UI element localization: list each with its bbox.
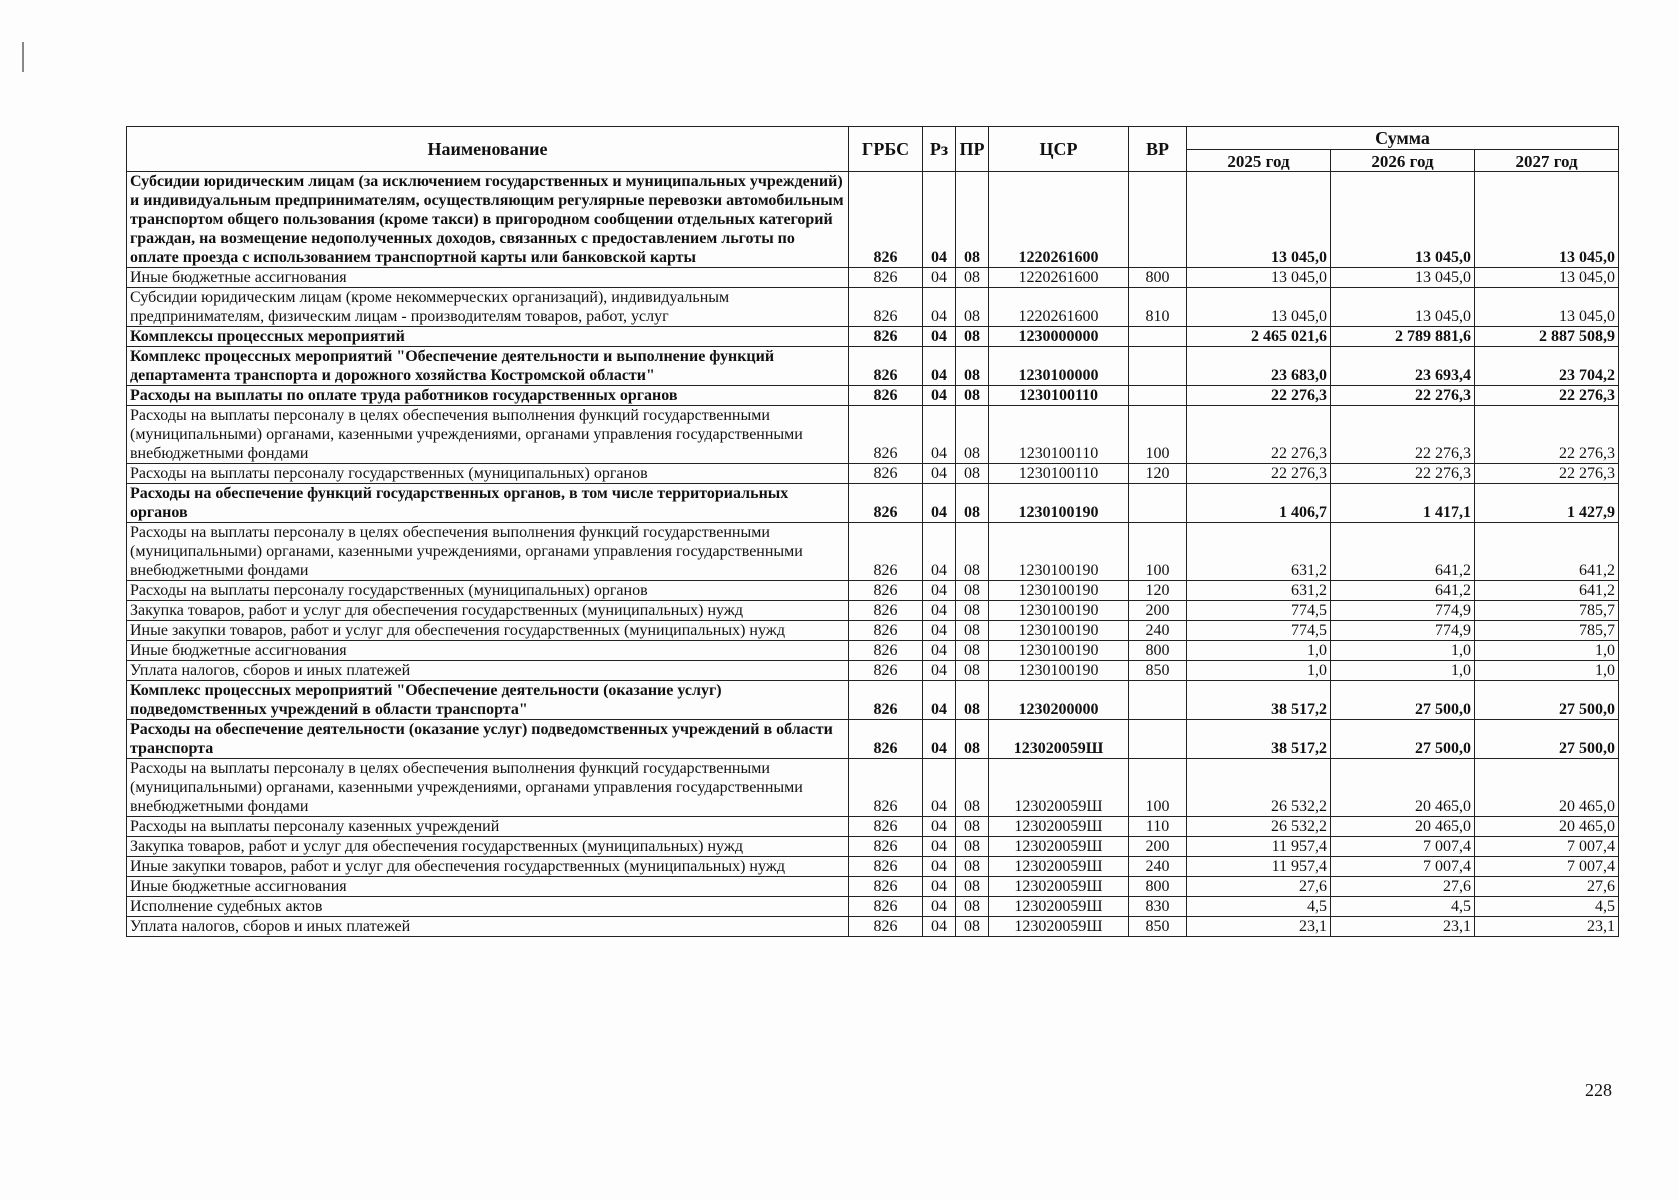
header-rz: Рз	[923, 127, 956, 172]
cell-grbs: 826	[849, 484, 923, 523]
cell-grbs: 826	[849, 621, 923, 641]
cell-name: Расходы на выплаты персоналу государственных (муниципальных) органов	[127, 581, 849, 601]
header-csr: ЦСР	[989, 127, 1129, 172]
table-row	[127, 172, 1619, 268]
cell-2025: 774,5	[1187, 621, 1331, 641]
cell-2026: 2 789 881,6	[1331, 327, 1475, 347]
table-row	[127, 759, 1619, 817]
cell-name: Закупка товаров, работ и услуг для обеспечения государственных (муниципальных) нужд	[127, 601, 849, 621]
table-row	[127, 347, 1619, 386]
cell-csr: 1230000000	[989, 327, 1129, 347]
cell-vr: 110	[1129, 817, 1187, 837]
cell-2026: 774,9	[1331, 601, 1475, 621]
cell-grbs: 826	[849, 581, 923, 601]
cell-2026: 27,6	[1331, 877, 1475, 897]
cell-2025: 11 957,4	[1187, 857, 1331, 877]
cell-rz: 04	[923, 327, 956, 347]
header-pr: ПР	[956, 127, 989, 172]
cell-csr: 1230100190	[989, 581, 1129, 601]
table-row	[127, 681, 1619, 720]
table-body	[127, 172, 1619, 937]
cell-vr: 800	[1129, 641, 1187, 661]
cell-vr: 100	[1129, 523, 1187, 581]
cell-2025: 1,0	[1187, 641, 1331, 661]
cell-vr: 800	[1129, 877, 1187, 897]
cell-pr: 08	[956, 720, 989, 759]
table-row	[127, 661, 1619, 681]
cell-2025: 4,5	[1187, 897, 1331, 917]
cell-grbs: 826	[849, 347, 923, 386]
cell-2025: 22 276,3	[1187, 406, 1331, 464]
cell-rz: 04	[923, 720, 956, 759]
cell-rz: 04	[923, 837, 956, 857]
cell-grbs: 826	[849, 817, 923, 837]
cell-pr: 08	[956, 601, 989, 621]
cell-rz: 04	[923, 817, 956, 837]
table-row	[127, 523, 1619, 581]
table-row	[127, 641, 1619, 661]
table-row	[127, 484, 1619, 523]
cell-vr: 240	[1129, 621, 1187, 641]
cell-grbs: 826	[849, 523, 923, 581]
cell-2026: 23,1	[1331, 917, 1475, 937]
cell-grbs: 826	[849, 917, 923, 937]
cell-vr: 850	[1129, 917, 1187, 937]
cell-2027: 20 465,0	[1475, 817, 1619, 837]
cell-2027: 13 045,0	[1475, 268, 1619, 288]
cell-vr	[1129, 386, 1187, 406]
cell-2026: 20 465,0	[1331, 817, 1475, 837]
cell-vr: 810	[1129, 288, 1187, 327]
cell-2027: 27 500,0	[1475, 720, 1619, 759]
cell-name: Комплексы процессных мероприятий	[127, 327, 849, 347]
cell-rz: 04	[923, 661, 956, 681]
cell-csr: 1230100190	[989, 621, 1129, 641]
cell-2025: 27,6	[1187, 877, 1331, 897]
cell-pr: 08	[956, 464, 989, 484]
cell-name: Расходы на обеспечение деятельности (оказание услуг) подведомственных учреждений в области транспорта	[127, 720, 849, 759]
cell-2026: 23 693,4	[1331, 347, 1475, 386]
cell-grbs: 826	[849, 641, 923, 661]
cell-2026: 27 500,0	[1331, 720, 1475, 759]
cell-name: Субсидии юридическим лицам (за исключением государственных и муниципальных учреждений) и индивидуальным предпринимателям, осуществляющим регулярные перевозки автомобильным транспортом общего пользования (кроме такси) в пригородном сообщении отдельных категорий граждан, на возмещение недополученных доходов, связанных с предоставлением льготы по оплате проезда с использованием транспортной карты или банковской карты	[127, 172, 849, 268]
cell-grbs: 826	[849, 268, 923, 288]
cell-2025: 2 465 021,6	[1187, 327, 1331, 347]
cell-2026: 27 500,0	[1331, 681, 1475, 720]
cell-rz: 04	[923, 759, 956, 817]
cell-2027: 7 007,4	[1475, 837, 1619, 857]
cell-csr: 1230100190	[989, 641, 1129, 661]
cell-csr: 1230100190	[989, 523, 1129, 581]
header-2027: 2027 год	[1475, 150, 1619, 172]
cell-rz: 04	[923, 641, 956, 661]
cell-2025: 631,2	[1187, 581, 1331, 601]
cell-2026: 13 045,0	[1331, 288, 1475, 327]
cell-grbs: 826	[849, 681, 923, 720]
cell-2025: 13 045,0	[1187, 172, 1331, 268]
cell-grbs: 826	[849, 877, 923, 897]
cell-2025: 11 957,4	[1187, 837, 1331, 857]
cell-pr: 08	[956, 817, 989, 837]
cell-name: Уплата налогов, сборов и иных платежей	[127, 661, 849, 681]
cell-2027: 2 887 508,9	[1475, 327, 1619, 347]
header-2026: 2026 год	[1331, 150, 1475, 172]
cell-vr: 120	[1129, 464, 1187, 484]
cell-rz: 04	[923, 288, 956, 327]
table-row	[127, 386, 1619, 406]
cell-rz: 04	[923, 581, 956, 601]
cell-name: Комплекс процессных мероприятий "Обеспечение деятельности и выполнение функций департамента транспорта и дорожного хозяйства Костромской области"	[127, 347, 849, 386]
cell-grbs: 826	[849, 857, 923, 877]
cell-rz: 04	[923, 621, 956, 641]
cell-vr	[1129, 484, 1187, 523]
cell-name: Расходы на выплаты персоналу государственных (муниципальных) органов	[127, 464, 849, 484]
cell-name: Уплата налогов, сборов и иных платежей	[127, 917, 849, 937]
cell-2027: 23,1	[1475, 917, 1619, 937]
cell-rz: 04	[923, 172, 956, 268]
cell-csr: 1230100110	[989, 464, 1129, 484]
cell-grbs: 826	[849, 661, 923, 681]
cell-2026: 22 276,3	[1331, 406, 1475, 464]
table-row	[127, 621, 1619, 641]
cell-rz: 04	[923, 877, 956, 897]
table-row	[127, 406, 1619, 464]
cell-grbs: 826	[849, 759, 923, 817]
table-row	[127, 288, 1619, 327]
scan-artifact	[22, 42, 24, 72]
header-2025: 2025 год	[1187, 150, 1331, 172]
cell-pr: 08	[956, 621, 989, 641]
cell-csr: 123020059Ш	[989, 837, 1129, 857]
cell-csr: 1230100190	[989, 484, 1129, 523]
cell-pr: 08	[956, 523, 989, 581]
cell-pr: 08	[956, 172, 989, 268]
cell-2027: 4,5	[1475, 897, 1619, 917]
cell-vr	[1129, 327, 1187, 347]
table-row	[127, 877, 1619, 897]
cell-rz: 04	[923, 464, 956, 484]
cell-pr: 08	[956, 837, 989, 857]
cell-grbs: 826	[849, 464, 923, 484]
cell-name: Расходы на выплаты персоналу в целях обеспечения выполнения функций государственными (муниципальными) органами, казенными учреждениями, органами управления государственными внебюджетными фондами	[127, 523, 849, 581]
cell-2025: 38 517,2	[1187, 681, 1331, 720]
cell-name: Закупка товаров, работ и услуг для обеспечения государственных (муниципальных) нужд	[127, 837, 849, 857]
cell-2027: 7 007,4	[1475, 857, 1619, 877]
table-row	[127, 917, 1619, 937]
cell-rz: 04	[923, 857, 956, 877]
cell-2025: 13 045,0	[1187, 268, 1331, 288]
table-row	[127, 897, 1619, 917]
cell-name: Расходы на обеспечение функций государственных органов, в том числе территориальных органов	[127, 484, 849, 523]
cell-name: Расходы на выплаты персоналу в целях обеспечения выполнения функций государственными (муниципальными) органами, казенными учреждениями, органами управления государственными внебюджетными фондами	[127, 406, 849, 464]
cell-2026: 4,5	[1331, 897, 1475, 917]
cell-csr: 1230100190	[989, 601, 1129, 621]
cell-2026: 13 045,0	[1331, 268, 1475, 288]
cell-pr: 08	[956, 484, 989, 523]
cell-rz: 04	[923, 523, 956, 581]
cell-rz: 04	[923, 386, 956, 406]
cell-name: Расходы на выплаты по оплате труда работников государственных органов	[127, 386, 849, 406]
cell-2025: 23 683,0	[1187, 347, 1331, 386]
cell-2027: 22 276,3	[1475, 406, 1619, 464]
cell-vr: 120	[1129, 581, 1187, 601]
cell-pr: 08	[956, 661, 989, 681]
cell-rz: 04	[923, 347, 956, 386]
cell-2026: 22 276,3	[1331, 386, 1475, 406]
cell-grbs: 826	[849, 386, 923, 406]
cell-rz: 04	[923, 601, 956, 621]
table-row	[127, 581, 1619, 601]
cell-vr: 100	[1129, 759, 1187, 817]
cell-csr: 1230100110	[989, 386, 1129, 406]
cell-2025: 1,0	[1187, 661, 1331, 681]
cell-2027: 22 276,3	[1475, 464, 1619, 484]
cell-grbs: 826	[849, 897, 923, 917]
cell-pr: 08	[956, 406, 989, 464]
cell-2026: 641,2	[1331, 523, 1475, 581]
cell-vr: 800	[1129, 268, 1187, 288]
cell-vr: 240	[1129, 857, 1187, 877]
cell-2026: 22 276,3	[1331, 464, 1475, 484]
cell-vr: 850	[1129, 661, 1187, 681]
cell-pr: 08	[956, 857, 989, 877]
cell-csr: 123020059Ш	[989, 759, 1129, 817]
cell-2025: 22 276,3	[1187, 386, 1331, 406]
cell-vr	[1129, 172, 1187, 268]
table-row	[127, 464, 1619, 484]
cell-pr: 08	[956, 386, 989, 406]
cell-pr: 08	[956, 327, 989, 347]
cell-csr: 123020059Ш	[989, 897, 1129, 917]
cell-2025: 26 532,2	[1187, 759, 1331, 817]
cell-csr: 123020059Ш	[989, 720, 1129, 759]
cell-name: Расходы на выплаты персоналу в целях обеспечения выполнения функций государственными (муниципальными) органами, казенными учреждениями, органами управления государственными внебюджетными фондами	[127, 759, 849, 817]
cell-2026: 7 007,4	[1331, 857, 1475, 877]
cell-grbs: 826	[849, 601, 923, 621]
cell-pr: 08	[956, 347, 989, 386]
header-grbs: ГРБС	[849, 127, 923, 172]
cell-grbs: 826	[849, 837, 923, 857]
cell-2025: 38 517,2	[1187, 720, 1331, 759]
budget-table	[126, 126, 1619, 937]
cell-csr: 1230100110	[989, 406, 1129, 464]
table-header	[127, 127, 1619, 172]
cell-pr: 08	[956, 759, 989, 817]
cell-name: Комплекс процессных мероприятий "Обеспечение деятельности (оказание услуг) подведомственных учреждений в области транспорта"	[127, 681, 849, 720]
cell-vr: 100	[1129, 406, 1187, 464]
cell-pr: 08	[956, 917, 989, 937]
cell-grbs: 826	[849, 288, 923, 327]
cell-vr: 830	[1129, 897, 1187, 917]
cell-grbs: 826	[849, 720, 923, 759]
table-row	[127, 268, 1619, 288]
cell-vr	[1129, 347, 1187, 386]
cell-2025: 1 406,7	[1187, 484, 1331, 523]
cell-2027: 22 276,3	[1475, 386, 1619, 406]
header-vr: ВР	[1129, 127, 1187, 172]
cell-name: Расходы на выплаты персоналу казенных учреждений	[127, 817, 849, 837]
cell-csr: 1220261600	[989, 268, 1129, 288]
cell-2026: 1,0	[1331, 641, 1475, 661]
table-row	[127, 857, 1619, 877]
cell-name: Иные бюджетные ассигнования	[127, 877, 849, 897]
cell-vr: 200	[1129, 601, 1187, 621]
cell-2027: 27 500,0	[1475, 681, 1619, 720]
cell-vr	[1129, 681, 1187, 720]
cell-name: Иные закупки товаров, работ и услуг для обеспечения государственных (муниципальных) нужд	[127, 621, 849, 641]
cell-csr: 1220261600	[989, 172, 1129, 268]
cell-csr: 1230100000	[989, 347, 1129, 386]
cell-2027: 23 704,2	[1475, 347, 1619, 386]
cell-pr: 08	[956, 681, 989, 720]
cell-pr: 08	[956, 288, 989, 327]
cell-2027: 20 465,0	[1475, 759, 1619, 817]
cell-2025: 22 276,3	[1187, 464, 1331, 484]
cell-2027: 1 427,9	[1475, 484, 1619, 523]
cell-2026: 774,9	[1331, 621, 1475, 641]
cell-csr: 123020059Ш	[989, 857, 1129, 877]
cell-2026: 1 417,1	[1331, 484, 1475, 523]
cell-2027: 27,6	[1475, 877, 1619, 897]
cell-2026: 13 045,0	[1331, 172, 1475, 268]
cell-2027: 13 045,0	[1475, 288, 1619, 327]
cell-csr: 1230200000	[989, 681, 1129, 720]
cell-2025: 26 532,2	[1187, 817, 1331, 837]
cell-2027: 641,2	[1475, 581, 1619, 601]
cell-pr: 08	[956, 268, 989, 288]
cell-rz: 04	[923, 484, 956, 523]
cell-2025: 774,5	[1187, 601, 1331, 621]
table-row	[127, 327, 1619, 347]
table-row	[127, 837, 1619, 857]
table-row	[127, 817, 1619, 837]
header-name: Наименование	[127, 127, 849, 172]
cell-pr: 08	[956, 877, 989, 897]
cell-rz: 04	[923, 897, 956, 917]
cell-2027: 785,7	[1475, 601, 1619, 621]
cell-name: Иные бюджетные ассигнования	[127, 641, 849, 661]
cell-2025: 23,1	[1187, 917, 1331, 937]
cell-name: Субсидии юридическим лицам (кроме некоммерческих организаций), индивидуальным предпринимателям, физическим лицам - производителям товаров, работ, услуг	[127, 288, 849, 327]
cell-2027: 1,0	[1475, 661, 1619, 681]
cell-vr: 200	[1129, 837, 1187, 857]
cell-rz: 04	[923, 406, 956, 464]
cell-rz: 04	[923, 917, 956, 937]
cell-name: Исполнение судебных актов	[127, 897, 849, 917]
header-sum: Сумма	[1187, 127, 1619, 150]
cell-csr: 123020059Ш	[989, 877, 1129, 897]
table-row	[127, 720, 1619, 759]
cell-name: Иные бюджетные ассигнования	[127, 268, 849, 288]
cell-pr: 08	[956, 581, 989, 601]
cell-2026: 641,2	[1331, 581, 1475, 601]
cell-pr: 08	[956, 641, 989, 661]
cell-2025: 631,2	[1187, 523, 1331, 581]
cell-2027: 1,0	[1475, 641, 1619, 661]
cell-csr: 123020059Ш	[989, 817, 1129, 837]
cell-name: Иные закупки товаров, работ и услуг для обеспечения государственных (муниципальных) нужд	[127, 857, 849, 877]
cell-2027: 641,2	[1475, 523, 1619, 581]
cell-csr: 123020059Ш	[989, 917, 1129, 937]
cell-2026: 20 465,0	[1331, 759, 1475, 817]
cell-grbs: 826	[849, 406, 923, 464]
cell-pr: 08	[956, 897, 989, 917]
cell-rz: 04	[923, 681, 956, 720]
cell-rz: 04	[923, 268, 956, 288]
cell-2027: 785,7	[1475, 621, 1619, 641]
page-number: 228	[1585, 1080, 1612, 1100]
cell-2027: 13 045,0	[1475, 172, 1619, 268]
cell-csr: 1230100190	[989, 661, 1129, 681]
cell-vr	[1129, 720, 1187, 759]
cell-grbs: 826	[849, 327, 923, 347]
table-row	[127, 601, 1619, 621]
cell-grbs: 826	[849, 172, 923, 268]
cell-2026: 7 007,4	[1331, 837, 1475, 857]
cell-csr: 1220261600	[989, 288, 1129, 327]
cell-2025: 13 045,0	[1187, 288, 1331, 327]
cell-2026: 1,0	[1331, 661, 1475, 681]
